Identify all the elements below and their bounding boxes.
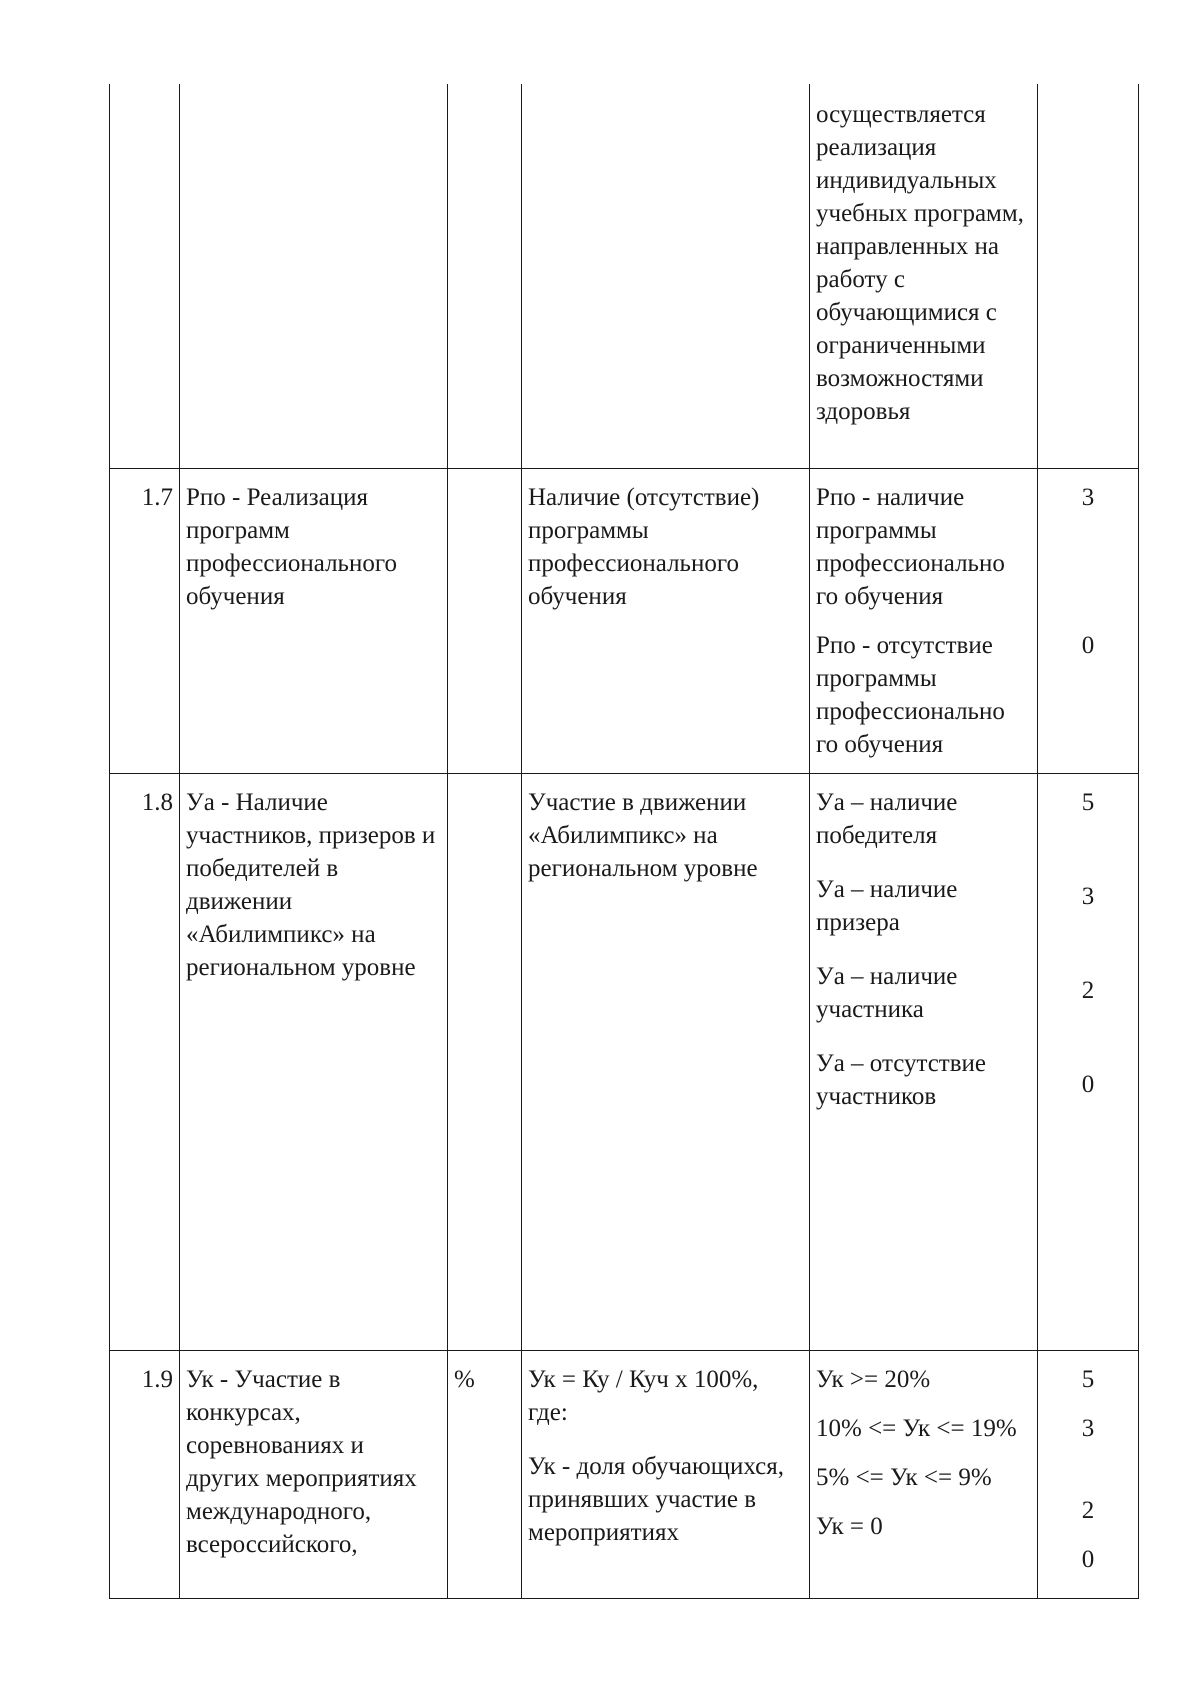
criterion-points: 5	[1081, 788, 1095, 816]
criterion-points: 5	[1081, 1365, 1095, 1393]
criterion-text: Уа – наличие победителя	[816, 788, 958, 849]
row-number: 1.7	[110, 468, 180, 773]
points-cell	[1038, 1350, 1139, 1598]
criterion-text: Рпо - наличие программы профессионально го обучения	[816, 483, 1005, 610]
unit-cell	[448, 84, 522, 468]
criterion-text: Уа – отсутствие участников	[816, 1049, 986, 1110]
indicator-name: Уа - Наличие участников, призеров и победителей в движении «Абилимпикс» на региональном уровне	[180, 773, 448, 1350]
criteria-cell	[810, 1350, 1038, 1598]
criterion-text: 5% <= Ук <= 9%	[816, 1463, 992, 1491]
criteria-cell	[810, 84, 1038, 468]
criterion-points: 2	[1081, 1496, 1095, 1524]
criterion-points: 0	[1081, 1545, 1095, 1573]
criterion-text: Ук = 0	[816, 1512, 883, 1540]
unit-cell	[448, 468, 522, 773]
points-cell	[1038, 468, 1139, 773]
indicator-name-cell	[180, 84, 448, 468]
criterion-text: 10% <= Ук <= 19%	[816, 1414, 1017, 1442]
criterion-points: 3	[1081, 882, 1095, 910]
formula-definition: Ук - доля обучающихся, принявших участие в мероприятиях	[528, 1452, 784, 1546]
criterion-text: Рпо - отсутствие программы профессионально го обучения	[816, 631, 1005, 758]
indicator-name: Рпо - Реализация программ профессионального обучения	[180, 468, 448, 773]
unit-cell	[448, 773, 522, 1350]
criterion-points: 2	[1081, 976, 1095, 1004]
criteria-table	[109, 84, 1139, 1599]
unit-text: %	[448, 1350, 522, 1598]
formula-cell	[522, 1350, 810, 1598]
formula-text: Ук = Ку / Куч х 100%, где:	[528, 1365, 759, 1426]
criterion-points: 0	[1081, 631, 1095, 659]
row-number-cell	[110, 84, 180, 468]
table-row	[110, 1350, 1139, 1598]
points-cell	[1038, 773, 1139, 1350]
row-number: 1.8	[110, 773, 180, 1350]
criteria-cell	[810, 773, 1038, 1350]
criterion-text: осуществляется реализация индивидуальных учебных программ, направленных на работу с обучающимися с ограниченными возможностями здоровья	[816, 101, 1024, 425]
formula-text: Наличие (отсутствие) программы профессионального обучения	[522, 468, 810, 773]
row-number: 1.9	[110, 1350, 180, 1598]
criterion-points: 3	[1081, 483, 1095, 511]
table-row	[110, 468, 1139, 773]
criteria-cell	[810, 468, 1038, 773]
criterion-text: Ук >= 20%	[816, 1365, 931, 1393]
criterion-points: 3	[1081, 1414, 1095, 1442]
table-row	[110, 773, 1139, 1350]
table-row	[110, 84, 1139, 468]
criterion-text: Уа – наличие призера	[816, 875, 958, 936]
formula-text: Участие в движении «Абилимпикс» на региональном уровне	[522, 773, 810, 1350]
formula-cell	[522, 84, 810, 468]
criterion-text: Уа – наличие участника	[816, 962, 958, 1023]
criterion-points: 0	[1081, 1070, 1095, 1098]
points-cell	[1038, 84, 1139, 468]
indicator-name: Ук - Участие в конкурсах, соревнованиях и других мероприятиях международного, всероссийского,	[180, 1350, 448, 1598]
